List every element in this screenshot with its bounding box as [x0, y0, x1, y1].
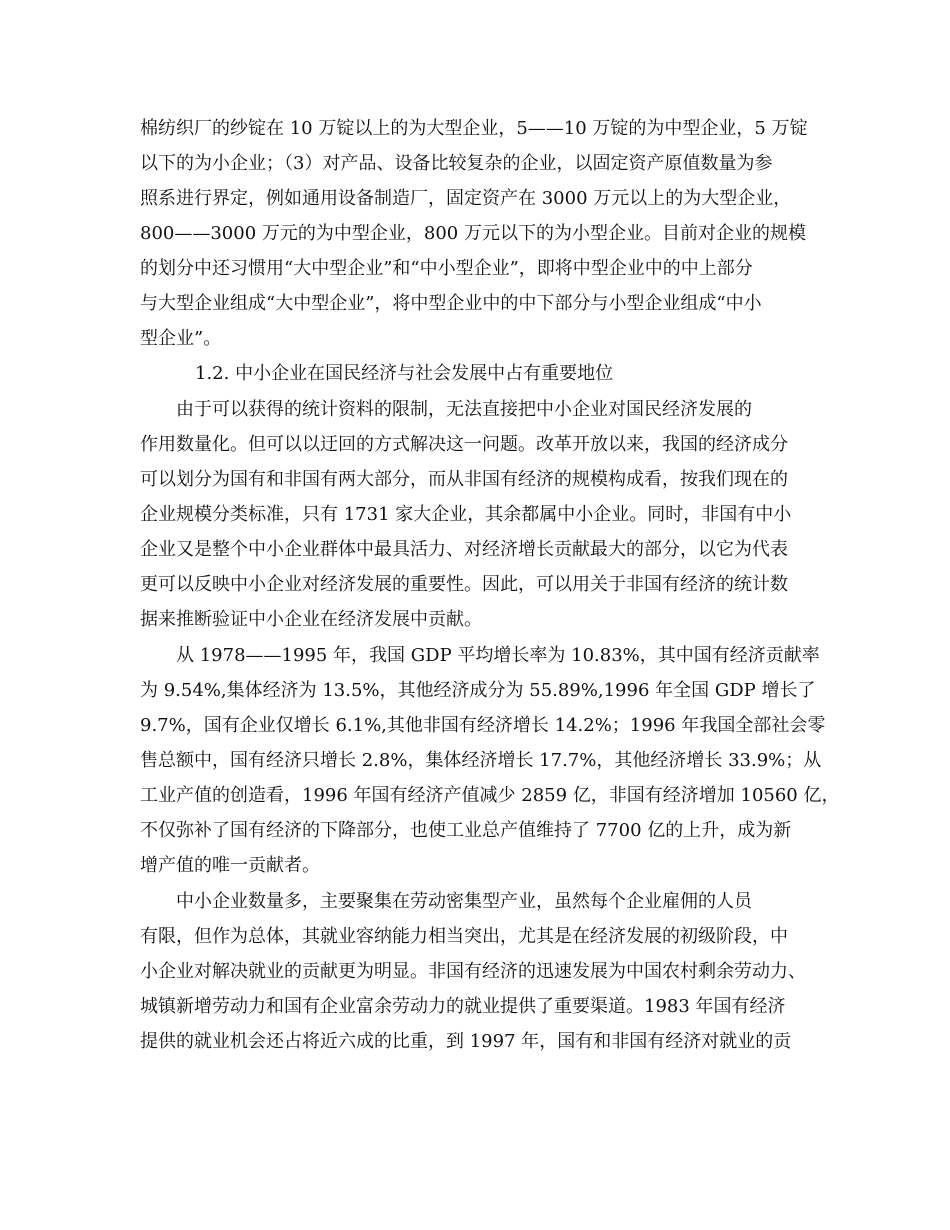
text-line: 9.7%，国有企业仅增长 6.1%,其他非国有经济增长 14.2%；1996 年我国全部社会零	[140, 715, 826, 736]
text-line: 售总额中，国有经济只增长 2.8%，集体经济增长 17.7%，其他经济增长 33.9%；从	[140, 750, 822, 771]
paragraph-first-line: 从 1978——1995 年，我国 GDP 平均增长率为 10.83%，其中国有经济贡献率	[176, 645, 820, 666]
text-line: 不仅弥补了国有经济的下降部分，也使工业总产值维持了 7700 亿的上升，成为新	[140, 820, 792, 841]
text-line: 800——3000 万元的为中型企业，800 万元以下的为小型企业。目前对企业的规模	[140, 223, 806, 244]
text-line: 型企业”。	[140, 328, 222, 349]
text-line: 的划分中还习惯用“大中型企业”和“中小型企业”，即将中型企业中的中上部分	[140, 258, 753, 279]
text-line: 有限，但作为总体，其就业容纳能力相当突出，尤其是在经济发展的初级阶段，中	[140, 926, 788, 947]
text-line: 城镇新增劳动力和国有企业富余劳动力的就业提供了重要渠道。1983 年国有经济	[140, 996, 786, 1017]
text-line: 作用数量化。但可以以迂回的方式解决这一问题。改革开放以来，我国的经济成分	[140, 434, 788, 455]
text-line: 棉纺织厂的纱锭在 10 万锭以上的为大型企业，5——10 万锭的为中型企业，5 万锭	[140, 118, 808, 139]
text-line: 工业产值的创造看，1996 年国有经济产值减少 2859 亿，非国有经济增加 10560 亿，	[140, 785, 840, 806]
text-line: 提供的就业机会还占将近六成的比重，到 1997 年，国有和非国有经济对就业的贡	[140, 1031, 792, 1052]
text-line: 据来推断验证中小企业在经济发展中贡献。	[140, 609, 482, 630]
text-line: 企业又是整个中小企业群体中最具活力、对经济增长贡献最大的部分，以它为代表	[140, 539, 788, 560]
text-line: 增产值的唯一贡献者。	[140, 855, 320, 876]
paragraph-first-line: 由于可以获得的统计资料的限制，无法直接把中小企业对国民经济发展的	[176, 399, 752, 420]
text-line: 与大型企业组成“大中型企业”，将中型企业中的中下部分与小型企业组成“中小	[140, 293, 762, 314]
paragraph-first-line: 中小企业数量多，主要聚集在劳动密集型产业，虽然每个企业雇佣的人员	[176, 891, 752, 912]
section-heading: 1.2. 中小企业在国民经济与社会发展中占有重要地位	[195, 363, 614, 384]
text-line: 企业规模分类标准，只有 1731 家大企业，其余都属中小企业。同时，非国有中小	[140, 504, 792, 525]
text-line: 小企业对解决就业的贡献更为明显。非国有经济的迅速发展为中国农村剩余劳动力、	[140, 961, 806, 982]
text-line: 可以划分为国有和非国有两大部分，而从非国有经济的规模构成看，按我们现在的	[140, 469, 788, 490]
text-line: 照系进行界定，例如通用设备制造厂，固定资产在 3000 万元以上的为大型企业，	[140, 188, 792, 209]
text-line: 为 9.54%,集体经济为 13.5%，其他经济成分为 55.89%,1996 年全国 GDP 增长了	[140, 680, 816, 701]
text-line: 更可以反映中小企业对经济发展的重要性。因此，可以用关于非国有经济的统计数	[140, 574, 788, 595]
text-line: 以下的为小企业；（3）对产品、设备比较复杂的企业，以固定资产原值数量为参	[140, 153, 773, 174]
